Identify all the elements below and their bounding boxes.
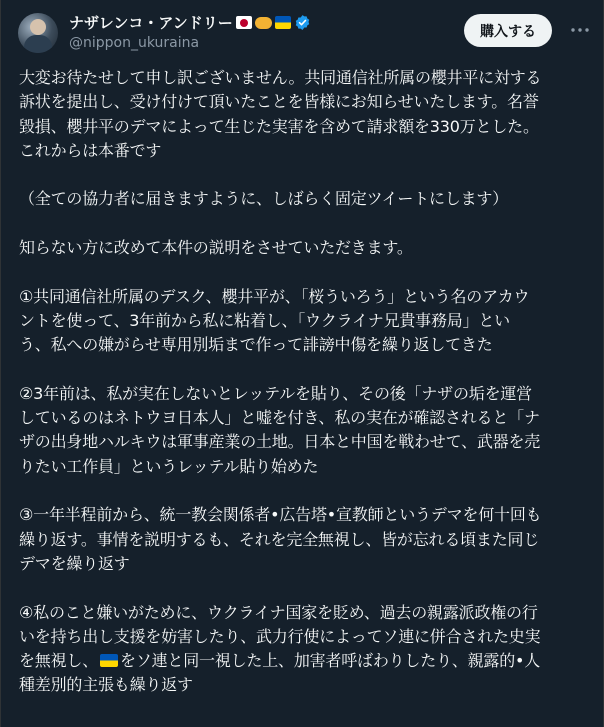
tweet-paragraph-2 <box>19 187 591 211</box>
text-line: 大変お待たせして申し訳ございません。共同通信社所属の櫻井平に対する <box>19 68 542 87</box>
text-line: 知らない方に改めて本件の説明をさせていただきます。 <box>19 238 413 258</box>
text-line: 繰り返す。事情を説明するも、それを完全無視し、皆が忘れる頃また同じ <box>19 529 540 549</box>
author-handle[interactable]: @nippon_ukuraina <box>69 35 200 51</box>
text-line: 毀損、櫻井平のデマによって生じた実害を含めて請求額を330万とした。 <box>19 116 539 136</box>
text-line: （全ての協力者に届きますように、しばらく固定ツイートにします） <box>19 189 509 209</box>
verified-badge-icon[interactable] <box>294 14 311 31</box>
avatar-body <box>24 35 52 53</box>
tweet-paragraph-5 <box>19 382 591 479</box>
ukraine-flag-icon <box>100 654 118 667</box>
text-fragment: を無視し、 <box>19 651 99 671</box>
text-line: ①共同通信社所属のデスク、櫻井平が、「桜ういろう」という名のアカウ <box>19 286 530 306</box>
author-display-name[interactable]: ナザレンコ・アンドリー <box>69 14 233 32</box>
avatar[interactable] <box>18 13 58 53</box>
tweet-paragraph-6 <box>19 503 591 576</box>
buy-button[interactable]: 購入する <box>464 14 552 47</box>
author-name-line[interactable] <box>69 12 311 33</box>
tweet-paragraph-7 <box>19 601 591 698</box>
text-line: ントを使って、3年前から私に粘着し、「ウクライナ兄貴事務局」とい <box>19 310 510 330</box>
text-line: りたい工作員」というレッテル貼り始めた <box>19 456 319 476</box>
tweet-paragraph-1 <box>19 66 591 163</box>
more-dots-icon[interactable] <box>568 18 592 42</box>
avatar-face <box>30 19 46 35</box>
text-line: これからは本番です <box>19 140 162 160</box>
tweet-paragraph-4 <box>19 285 591 358</box>
text-line: う、私への嫌がらせ専用別垢まで作って誹謗中傷を繰り返してきた <box>19 335 493 355</box>
handshake-icon <box>255 17 272 29</box>
text-line-with-flag <box>19 649 591 673</box>
text-line: ④私のこと嫌いがために、ウクライナ国家を貶め、過去の親露派政権の行 <box>19 602 538 622</box>
text-fragment: をソ連と同一視した上、加害者呼ばわりしたり、親露的•人 <box>120 651 541 671</box>
text-line: 種差別的主張も繰り返す <box>19 675 193 695</box>
text-line: いを持ち出し支援を妨害したり、武力行使によってソ連に併合された史実 <box>19 626 541 646</box>
text-line: 訴状を提出し、受け付けて頂いたことを皆様にお知らせいたします。名誉 <box>19 92 539 112</box>
text-line: しているのはネトウヨ日本人」と嘘を付き、私の実在が確認されると「ナ <box>19 408 540 428</box>
ukraine-flag-icon <box>275 16 291 29</box>
text-line: ③一年半程前から、統一教会関係者•広告塔•宣教師というデマを何十回も <box>19 505 542 525</box>
japan-flag-icon <box>236 16 252 29</box>
text-line: ②3年前は、私が実在しないとレッテルを貼り、その後「ナザの垢を運営 <box>19 383 532 403</box>
tweet-paragraph-3 <box>19 236 591 260</box>
tweet-header <box>1 0 604 60</box>
text-line: デマを繰り返す <box>19 553 130 573</box>
tweet-text <box>19 66 591 722</box>
text-line: ザの出身地ハルキウは軍事産業の土地。日本と中国を戦わせて、武器を売 <box>19 432 541 452</box>
